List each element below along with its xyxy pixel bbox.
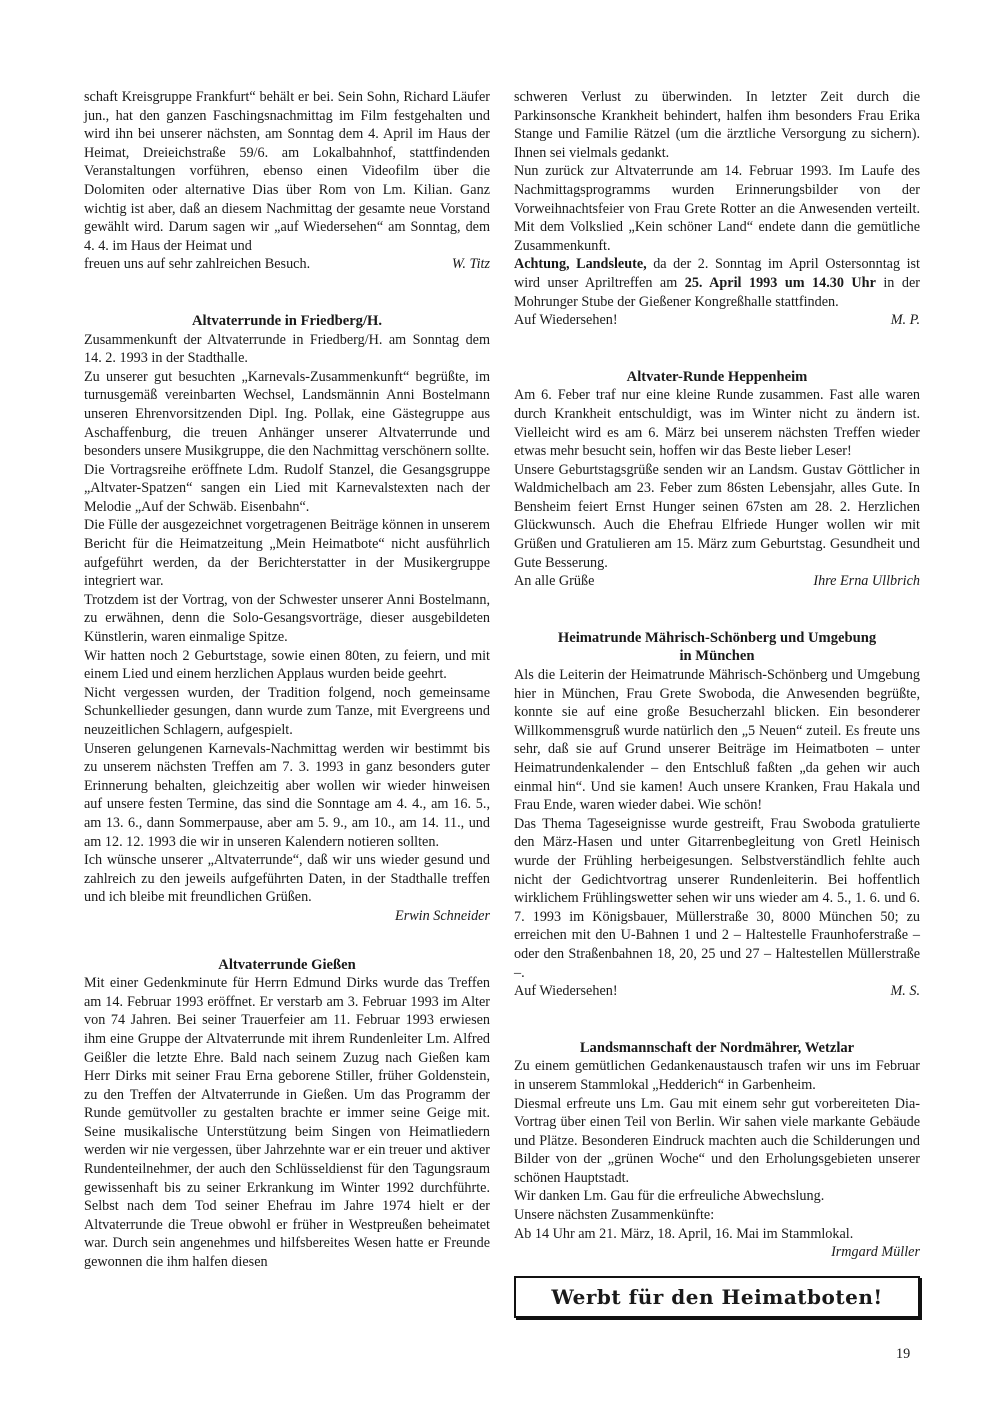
intro-signature: W. Titz (451, 256, 490, 273)
notice-bold-intro: Achtung, Landsleute, (514, 256, 647, 273)
wetzlar-paragraph: Zu einem gemütlichen Gedankenaustausch trafen wir uns im Februar in unserem Stammlokal „Hedderich“ in Garbenheim. (514, 1058, 920, 1093)
muenchen-paragraph: Als die Leiterin der Heimatrunde Mährisch-Schönberg und Umgebung hier in München, Frau Grete Swoboda, die Anwesenden begrüßte, konnte sie auf eine große Besucherzahl blicken. Ein besonderer Willkommensgruß wurde natürlich den „5 Neuen“ zuteil. Es freute uns sehr, daß sie auf Grund unserer Beiträge im Heimatboten – unter Heimatrundenkalender – den Entschluß faßten „da gehen wir auch einmal hin“. Und sie kamen! Auch unsere Kranken, Frau Hakala und Frau Ende, waren wieder dabei. Wie schön! (514, 667, 920, 814)
right-column (514, 88, 920, 1318)
friedberg-paragraph: Nicht vergessen wurden, der Tradition folgend, noch gemeinsame Schunkellieder gesungen, dann wurde zum Tanze, mit Evergreens und neuzeitlichen Schlagern, aufgespielt. (84, 684, 490, 738)
wetzlar-paragraph: Diesmal erfreute uns Lm. Gau mit einem sehr gut vorbereiteten Dia-Vortrag über einen Teil von Berlin. Wir sahen viele markante Gebäude und Plätze. Besonderen Eindruck machten auch die Schilderungen und Bilder von der „grünen Woche“ und den Erholungsgebieten unserer schönen Hauptstadt. (514, 1095, 920, 1186)
intro-paragraph: schaft Kreisgruppe Frankfurt“ behält er bei. Sein Sohn, Richard Läufer jun., hat den ganzen Faschingsnachmittag im Film festgehalten und wird ihn bei unserer nächsten, am Sonntag dem 4. April im Haus der Heimat, Dreieichstraße 59/6. am Lokalbahnhof, stattfindenden Veranstaltungen vorführen, ebenso einen Videofilm über die Dolomiten oder alternative Dias über Rom von Lm. Kilian. Ganz wichtig ist aber, daß an diesem Nachmittag der gesamte neue Vorstand gewählt wird. Darum sagen wir „auf Wiedersehen“ am Sonntag, dem 4. 4. im Haus der Heimat und (84, 89, 490, 254)
giessen-notice-paragraph (514, 255, 920, 311)
banner-text: Werbt für den Heimatboten! (551, 1284, 883, 1309)
muenchen-heading-line2: in München (679, 648, 755, 665)
wetzlar-paragraph: Unsere nächsten Zusammenkünfte: (514, 1207, 715, 1224)
giessen-heading: Altvaterrunde Gießen (218, 956, 356, 973)
friedberg-signature: Erwin Schneider (395, 907, 490, 924)
friedberg-paragraph: Unseren gelungenen Karnevals-Nachmittag werden wir bestimmt bis zu unserem nächsten Treffen am 7. 3. 1993 in ganz besonders guter Erinnerung behalten, gleichzeitig aber wollen wir wieder hinweisen auf unsere festen Termine, das sind die Sonntage am 4. 4., am 16. 5., am 13. 6., dann Sommerpause, aber am 5. 9., am 10., am 14. 11., und am 12. 12. 1993 die wir in unseren Kalendern notieren sollten. (84, 740, 490, 850)
friedberg-paragraph: Zusammenkunft der Altvaterrunde in Friedberg/H. am Sonntag dem 14. 2. 1993 in der Stadthalle. (84, 331, 490, 367)
friedberg-paragraph: Trotzdem ist der Vortrag, von der Schwester unserer Anni Bostelmann, zu erwähnen, denn die Solo-Gesangsvorträge, dieser ausgebildeten Künstlerin, waren einmalige Spitze. (84, 591, 490, 646)
muenchen-closing-line (514, 982, 920, 1001)
friedberg-paragraph: Ich wünsche unserer „Altvaterrunde“, daß wir uns wieder gesund und zahlreich zu den jeweils aufgeführten Daten, in der Stadthalle treffen und ich bleibe mit freundlichen Grüßen. (84, 852, 490, 906)
heppenheim-signature: Ihre Erna Ullbrich (813, 573, 920, 590)
muenchen-heading: Heimatrunde Mährisch-Schönberg und Umgebung (557, 629, 877, 646)
friedberg-heading: Altvaterrunde in Friedberg/H. (191, 312, 383, 329)
wetzlar-paragraph: Ab 14 Uhr am 21. März, 18. April, 16. Mai im Stammlokal. (514, 1225, 854, 1242)
heppenheim-paragraph: Unsere Geburtstagsgrüße senden wir an Landsm. Gustav Göttlicher in Waldmichelbach am 23. Feber zum 86sten Lebensjahr, alles Gute. In Bensheim feiert Ernst Hunger seinen 67sten am 28. 2. Herzlichen Glückwunsch. Auch die Ehefrau Elfriede Hunger wollen wir mit Grüßen und Gratulieren am 15. März zum Geburtstag. Gesundheit und Gute Besserung. (514, 461, 920, 571)
heppenheim-paragraph: Am 6. Feber traf nur eine kleine Runde zusammen. Fast alle waren durch Krankheit entschuldigt, was im Winter nicht zu ändern ist. Vielleicht wird es am 6. März bei unserem nächsten Treffen wieder etwas mehr besucht sein, hoffen wir das Beste lieber Leser! (514, 387, 920, 460)
friedberg-paragraph: Zu unserer gut besuchten „Karnevals-Zusammenkunft“ begrüßte, im turnusgemäß vereinbarten Wechsel, Landsmännin Anni Bostelmann unseren Ehrenvorsitzenden Dipl. Ing. Pollak, eine Gästegruppe aus Aschaffenburg, die treuen Anhänger unserer Altvaterrunde und besonders unsere Musikgruppe, die den Nachmittag verschönern sollte. (84, 368, 490, 460)
giessen-continued-paragraph: Nun zurück zur Altvaterrunde am 14. Februar 1993. Im Laufe des Nachmittagsprogramms wurden Erinnerungsbilder von der Vorweihnachtsfeier von Frau Grete Rotter an die Anwesenden verteilt. Mit dem Volkslied „Kein schöner Land“ endete dann die gemütliche Zusammenkunft. (514, 163, 920, 254)
friedberg-paragraph: Die Vortragsreihe eröffnete Ldm. Rudolf Stanzel, die Gesangsgruppe „Altvater-Spatzen“ sangen ein Lied mit Karnevalstexten nach der Melodie „Auf der Schwäb. Eisenbahn“. (84, 461, 490, 515)
friedberg-paragraph: Wir hatten noch 2 Geburtstage, sowie einen 80ten, zu feiern, und mit einem Lied und einem herzlichen Applaus wurden beide geehrt. (84, 647, 490, 683)
heppenheim-heading: Altvater-Runde Heppenheim (626, 368, 808, 385)
heimatbote-banner (514, 1276, 920, 1318)
page-number: 19 (896, 1346, 911, 1362)
giessen-signature: M. P. (890, 312, 920, 329)
intro-last-line: freuen uns auf sehr zahlreichen Besuch. (84, 256, 311, 273)
giessen-closing-line (514, 311, 920, 330)
wetzlar-signature: Irmgard Müller (831, 1244, 920, 1261)
notice-text: da der 2. Sonntag im April Ostersonntag ist wird unser Apriltreffen am (514, 256, 920, 291)
heppenheim-closing-line (514, 572, 920, 591)
muenchen-paragraph: Das Thema Tageseignisse wurde gestreift, Frau Swoboda gratulierte den März-Hasen und unter Gitarrenbegleitung von Gretl Heinisch wurde der Frühling herbeigesungen. Selbstverständlich fehlte auch nicht der Gedichtvortrag unserer Rundenleiterin. Bei hoffentlich wirklichem Frühlingswetter sehen wir uns wieder am 4. 5., 1. 6. und 6. 7. 1993 im Königsbauer, Müllerstraße 30, 8000 München 50; zu erreichen mit den U-Bahnen 1 und 2 – Haltestelle Fraunhoferstraße – oder den Straßenbahnen 18, 20, 25 und 27 – Haltestellen Müllerstraße –. (514, 815, 920, 981)
giessen-closing: Auf Wiedersehen! (514, 312, 618, 329)
notice-bold-date: 25. April 1993 um 14.30 Uhr (684, 274, 876, 291)
muenchen-closing: Auf Wiedersehen! (514, 983, 618, 1000)
giessen-paragraph: Mit einer Gedenkminute für Herrn Edmund Dirks wurde das Treffen am 14. Februar 1993 eröffnet. Er verstarb am 3. Februar 1993 im Alter von 74 Jahren. Bei seiner Trauerfeier am 11. Februar 1993 erwiesen ihm eine Gruppe der Altvaterrunde mit ihrem Rundenleiter Lm. Alfred Geißler die letzte Ehre. Bald nach seinem Zuzug nach Gießen kam Herr Dirks mit seiner Frau Erna geborene Stiller, früher Goldenstein, zu den Treffen der Altvaterrunde in Gießen. Um das Programm der Runde gemütvoller zu gestalten brachte er immer seine Geige mit. Seine musikalische Unterstützung beim Singen von Heimatliedern werden wir nie vergessen, über Jahrzehnte war er ein treuer und aktiver Rundenteilnehmer, der auch den Schlüsseldienst für den Tagungsraum gewissenhaft bis zu seiner Erkrankung im Winter 1992 durchführte. Selbst nach dem Tod seiner Ehefrau im Jahre 1974 hielt er der Altvaterrunde die Treue obwohl er früher in Westpreußen beheimatet war. Durch sein angenehmes und hilfsbereites Wesen hatte er Freunde gewonnen die ihm halfen diesen (84, 975, 490, 1271)
wetzlar-paragraph: Wir danken Lm. Gau für die erfreuliche Abwechslung. (514, 1188, 825, 1205)
friedberg-paragraph: Die Fülle der ausgezeichnet vorgetragenen Beiträge können in unserem Bericht für die Heimatzeitung „Mein Heimatbote“ nicht ausführlich aufgeführt werden, da der Berichterstatter in der Musikergruppe integriert war. (84, 517, 490, 590)
wetzlar-heading: Landsmannschaft der Nordmährer, Wetzlar (579, 1039, 855, 1056)
intro-closing-line (84, 255, 490, 274)
notice-text: in der Mohrunger Stube der Gießener Kongreßhalle stattfinden. (514, 274, 920, 310)
giessen-continued-paragraph: schweren Verlust zu überwinden. In letzter Zeit durch die Parkinsonsche Krankheit behindert, halfen ihm besonders Frau Erika Stange und Familie Rätzel (um die ärztliche Versorgung zu sichern). Ihnen sei vielmals gedankt. (514, 89, 920, 161)
left-column (84, 88, 490, 1272)
heppenheim-closing: An alle Grüße (514, 573, 595, 590)
muenchen-signature: M. S. (890, 983, 920, 1000)
